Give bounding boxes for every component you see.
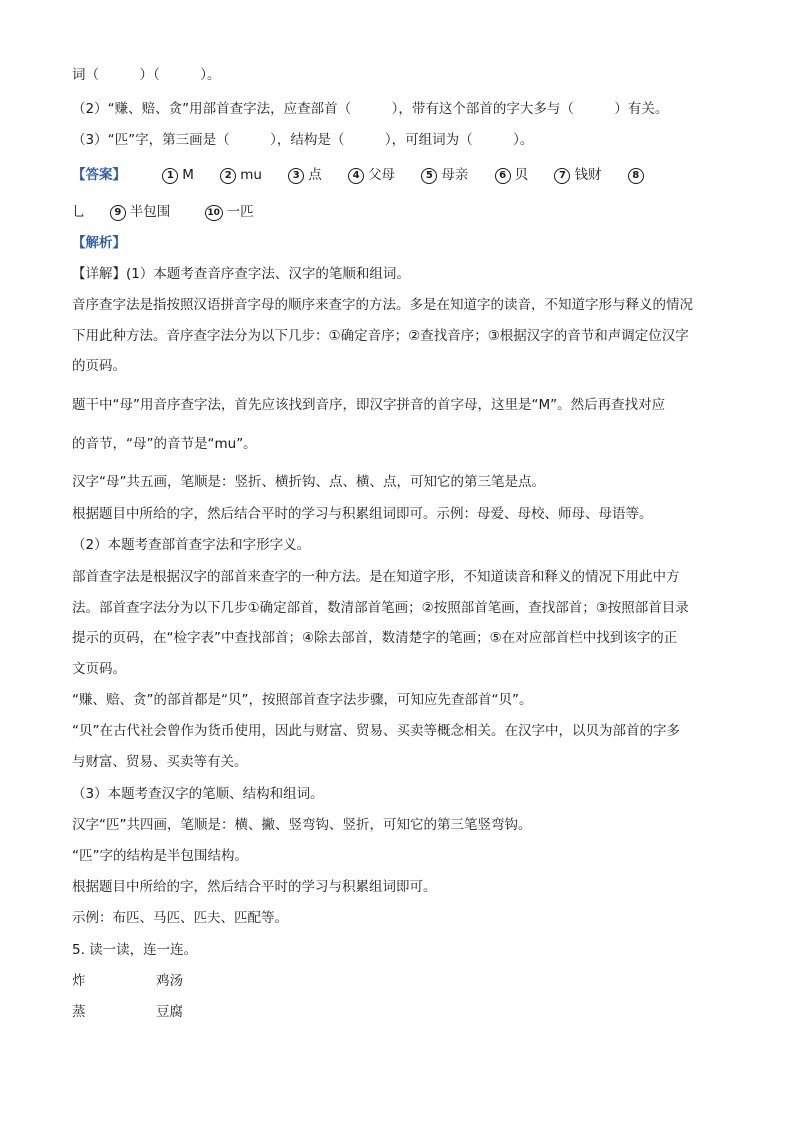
answer-value: 一匹 [226, 204, 254, 220]
answer-number-badge: 2 [220, 168, 236, 184]
answer-number-badge: 1 [162, 168, 178, 184]
answer-value: 父母 [368, 167, 396, 183]
answer-item [72, 203, 86, 221]
question-line-1: 词（ ）（ ）。 [72, 67, 221, 83]
analysis-line: 部首查字法是根据汉字的部首来查字的一种方法。是在知道字形，不知道读音和释义的情况下用此中方 [72, 569, 680, 585]
analysis-line: 的音节，“母”的音节是“mu”。 [72, 436, 257, 452]
analysis-line: （2）本题考查部首查字法和字形字义。 [72, 537, 311, 553]
answer-item [220, 166, 262, 184]
analysis-line: “赚、赔、贪”的部首都是“贝”，按照部首查字法步骤，可知应先查部首“贝”。 [72, 692, 533, 708]
analysis-line: 音序查字法是指按照汉语拼音字母的顺序来查字的方法。多是在知道字的读音，不知道字形与释义的情况 [72, 297, 693, 313]
analysis-line: 法。部首查字法分为以下几步①确定部首，数清部首笔画；②按照部首笔画，查找部首；③按照部首目录 [72, 600, 689, 616]
answer-item [162, 166, 194, 184]
answer-number-badge: 4 [348, 168, 364, 184]
answer-number-badge: 8 [628, 168, 644, 184]
answer-item [110, 203, 171, 221]
analysis-line: “贝”在古代社会曾作为货币使用，因此与财富、贸易、买卖等概念相关。在汉字中，以贝为部首的字多 [72, 723, 680, 739]
analysis-line: （3）本题考查汉字的笔顺、结构和组词。 [72, 786, 324, 802]
match-pair [72, 1003, 183, 1021]
answer-item [421, 166, 468, 184]
answer-number-badge: 6 [495, 168, 511, 184]
analysis-line: 文页码。 [72, 661, 126, 677]
analysis-line: 【详解】(1）本题考查音序查字法、汉字的笔顺和组词。 [72, 266, 410, 282]
answer-value: M [182, 167, 194, 183]
analysis-line: 提示的页码，在“检字表”中查找部首；④除去部首，数清楚字的笔画；⑤在对应部首栏中找到该字的正 [72, 630, 678, 646]
answer-item [205, 203, 254, 221]
analysis-line: 汉字“母”共五画，笔顺是：竖折、横折钩、点、横、点，可知它的第三笔是点。 [72, 474, 545, 490]
match-right-item[interactable]: 豆腐 [156, 1004, 183, 1020]
answer-number-badge: 7 [554, 168, 570, 184]
answer-item [288, 166, 322, 184]
question-line-3: （3）“匹”字，第三画是（ ），结构是（ ），可组词为（ ）。 [72, 132, 534, 148]
answer-label: 【答案】 [72, 167, 126, 183]
match-left-item[interactable]: 炸 [72, 973, 86, 989]
answer-row-2 [72, 203, 276, 221]
answer-value: 点 [308, 167, 322, 183]
answer-number-badge: 10 [205, 205, 223, 221]
answer-number-badge: 5 [421, 168, 437, 184]
question-5-title: 5. 读一读，连一连。 [72, 942, 198, 958]
answer-item [495, 166, 529, 184]
answer-item [554, 166, 601, 184]
answer-item [628, 166, 648, 184]
answer-number-badge: 3 [288, 168, 304, 184]
answer-value: 乚 [72, 204, 86, 220]
answer-item [348, 166, 395, 184]
analysis-line: 与财富、贸易、买卖等有关。 [72, 754, 248, 770]
match-right-item[interactable]: 鸡汤 [156, 973, 183, 989]
analysis-line: 根据题目中所给的字，然后结合平时的学习与积累组词即可。示例：母爱、母校、师母、母语等。 [72, 506, 653, 522]
answer-row-1 [72, 166, 648, 184]
answer-value: 钱财 [574, 167, 602, 183]
answer-value: 贝 [514, 167, 529, 183]
analysis-line: 示例：布匹、马匹、匹夫、匹配等。 [72, 910, 288, 926]
analysis-line: 汉字“匹”共四画，笔顺是：横、撇、竖弯钩、竖折，可知它的第三笔竖弯钩。 [72, 817, 532, 833]
analysis-line: 题干中“母”用音序查字法，首先应该找到音序，即汉字拼音的首字母，这里是“M”。然后再查找对应 [72, 397, 666, 413]
question-line-2: （2）“赚、赔、贪”用部首查字法，应查部首（ ），带有这个部首的字大多与（ ）有关。 [72, 101, 669, 117]
match-pair [72, 972, 183, 990]
answer-number-badge: 9 [110, 205, 126, 221]
match-left-item[interactable]: 蒸 [72, 1004, 86, 1020]
analysis-label: 【解析】 [72, 235, 126, 251]
analysis-line: 下用此种方法。音序查字法分为以下几步：①确定音序；②查找音序；③根据汉字的音节和声调定位汉字 [72, 328, 689, 344]
answer-value: 母亲 [441, 167, 469, 183]
analysis-line: 的页码。 [72, 358, 126, 374]
answer-value: mu [240, 167, 262, 183]
analysis-line: 根据题目中所给的字，然后结合平时的学习与积累组词即可。 [72, 879, 437, 895]
analysis-line: “匹”字的结构是半包围结构。 [72, 848, 248, 864]
answer-value: 半包围 [129, 204, 171, 220]
